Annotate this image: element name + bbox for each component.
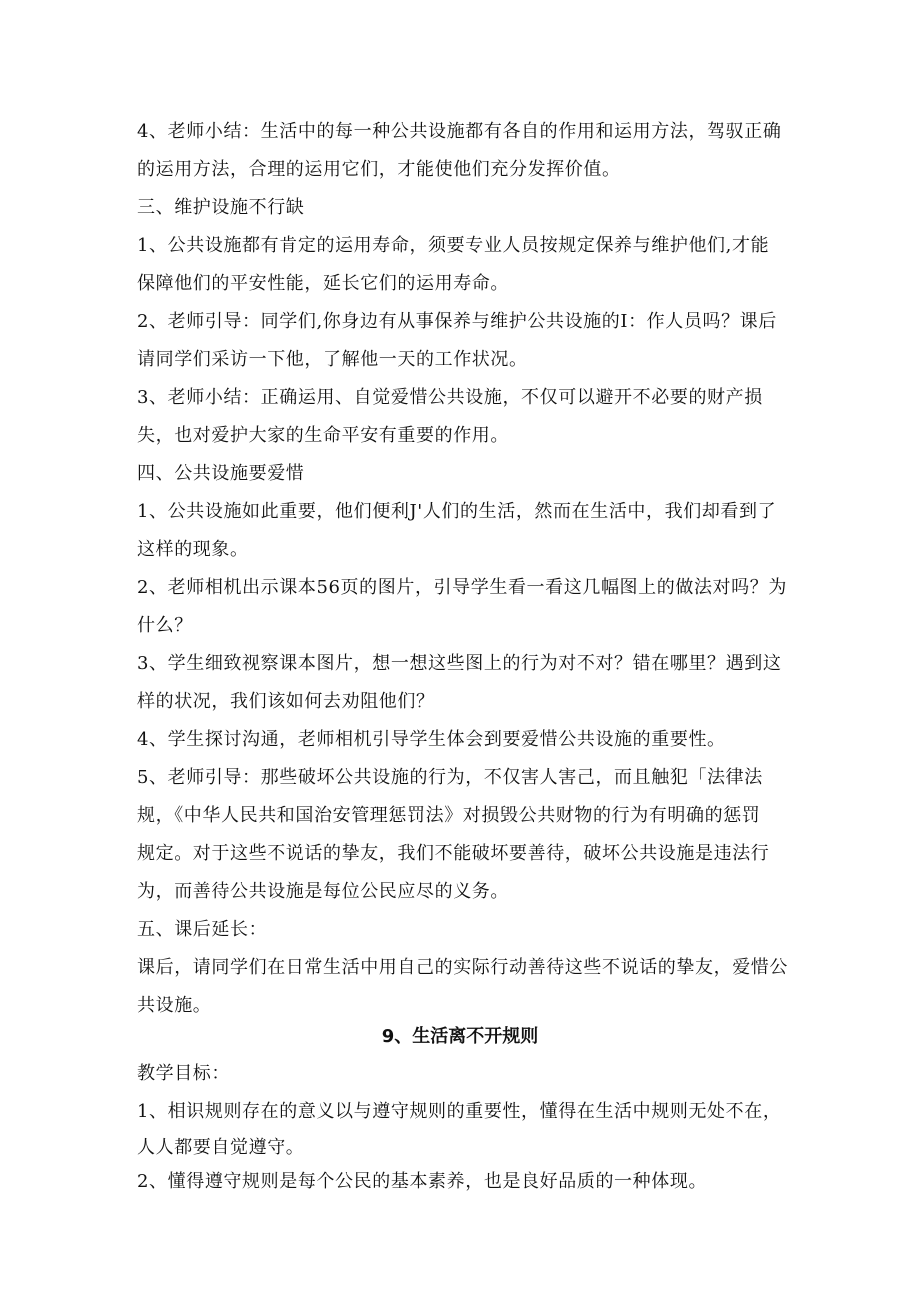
text-line: 样的状况，我们该如何去劝阻他们？ (137, 691, 435, 712)
text-line: 失，也对爱护大家的生命平安有重要的作用。 (137, 425, 509, 446)
text-line: 3、老师小结：正确运用、自觉爱惜公共设施，不仅可以避开不必要的财产损 (137, 387, 763, 408)
section-heading: 教学目标： (137, 1063, 230, 1084)
text-line: 规定。对于这些不说话的挚友，我们不能破坏要善待，破坏公共设施是违法行 (137, 843, 770, 864)
text-line: 保障他们的平安性能，延长它们的运用寿命。 (137, 273, 509, 294)
text-line: 5、老师引导：那些破坏公共设施的行为，不仅害人害己，而且触犯「法律法 (137, 767, 763, 788)
text-line: 2、老师引导：同学们,你身边有从事保养与维护公共设施的I：作人员吗？课后 (137, 311, 777, 332)
section-heading: 五、课后延长： (137, 919, 268, 940)
text-line: 共设施。 (137, 995, 212, 1016)
text-line: 4、老师小结：生活中的每一种公共设施都有各自的作用和运用方法，驾驭正确 (137, 121, 782, 142)
text-line: 2、老师相机出示课本56页的图片，引导学生看一看这几幅图上的做法对吗？为 (137, 577, 787, 598)
text-line: 1、公共设施都有肯定的运用寿命，须要专业人员按规定保养与维护他们,才能 (137, 235, 770, 256)
section-heading: 四、公共设施要爱惜 (137, 463, 305, 484)
text-line: 1、公共设施如此重要，他们便利J'人们的生活，然而在生活中，我们却看到了 (137, 501, 777, 522)
text-line: 规，《中华人民共和国治安管理惩罚法》对损毁公共财物的行为有明确的惩罚 (137, 805, 761, 826)
text-line: 2、懂得遵守规则是每个公民的基本素养，也是良好品质的一种体现。 (137, 1171, 708, 1192)
text-line: 1、相识规则存在的意义以与遵守规则的重要性，懂得在生活中规则无处不在， (137, 1101, 782, 1122)
text-line: 请同学们采访一下他，了解他一天的工作状况。 (137, 349, 528, 370)
text-line: 的运用方法，合理的运用它们，才能使他们充分发挥价值。 (137, 159, 621, 180)
text-line: 为，而善待公共设施是每位公民应尽的义务。 (137, 881, 509, 902)
lesson-title: 9、生活离不开规则 (381, 1026, 539, 1047)
text-line: 3、学生细致视察课本图片，想一想这些图上的行为对不对？错在哪里？遇到这 (137, 653, 782, 674)
text-line: 4、学生探讨沟通，老师相机引导学生体会到要爱惜公共设施的重要性。 (137, 729, 726, 750)
text-line: 人人都要自觉遵守。 (137, 1137, 305, 1158)
text-line: 课后，请同学们在日常生活中用自己的实际行动善待这些不说话的挚友，爱惜公 (137, 957, 788, 978)
section-heading: 三、维护设施不行缺 (137, 197, 305, 218)
text-line: 什么？ (137, 615, 193, 636)
text-line: 这样的现象。 (137, 539, 249, 560)
